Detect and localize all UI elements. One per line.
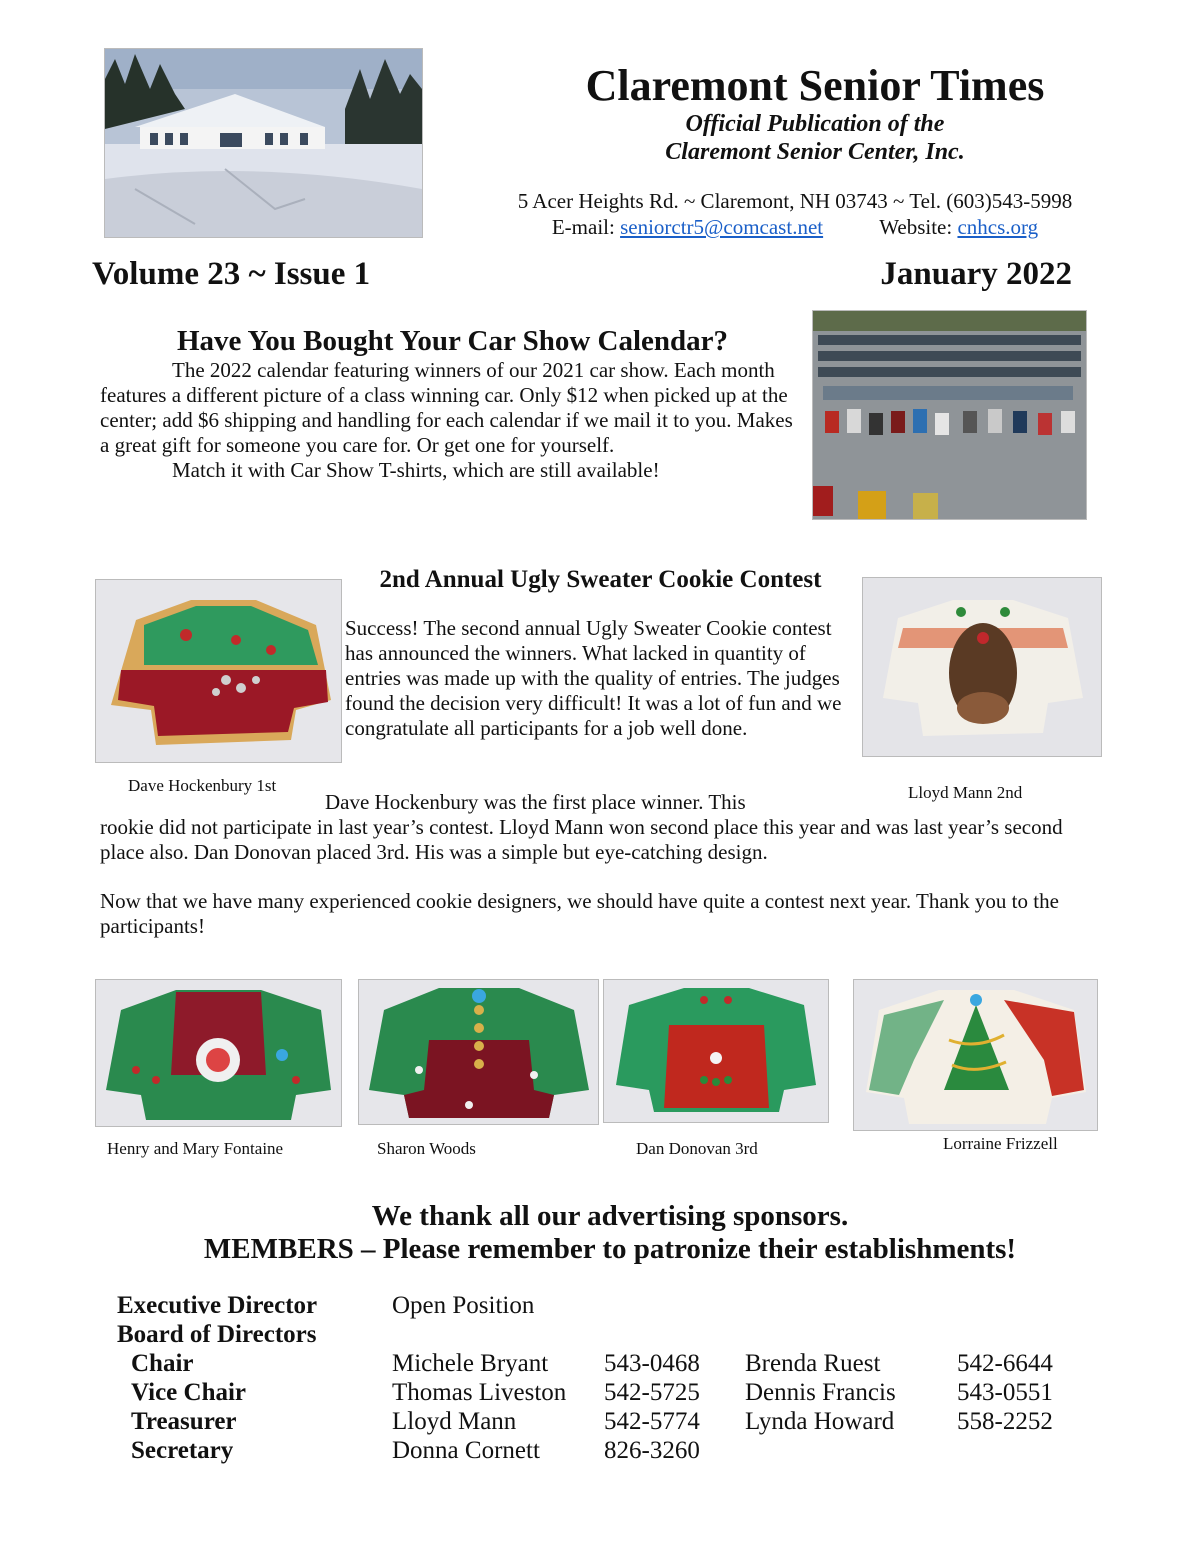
role-treasurer: Treasurer — [131, 1408, 237, 1435]
role-chair: Chair — [131, 1350, 194, 1377]
officer-phone: 826-3260 — [604, 1437, 700, 1464]
winners-paragraph-start: Dave Hockenbury was the first place winner. This — [325, 790, 746, 814]
email-label: E-mail: — [551, 215, 621, 239]
member-name: Dennis Francis — [745, 1379, 896, 1406]
contact-block — [470, 188, 1120, 240]
member-phone: 558-2252 — [957, 1408, 1053, 1435]
officer-phone: 542-5725 — [604, 1379, 700, 1406]
officer-name: Michele Bryant — [392, 1350, 549, 1377]
caption-frizzell: Lorraine Frizzell — [943, 1134, 1058, 1153]
winners-paragraph-rest: rookie did not participate in last year’s contest. Lloyd Mann won second place this year and was last year’s second place also. Dan Donovan placed 3rd. His was a simple but eye-catching design. — [100, 815, 1063, 864]
cookie-photo-first-place — [95, 579, 342, 763]
cookie-photo-fontaine — [95, 979, 342, 1127]
caption-woods: Sharon Woods — [377, 1139, 476, 1158]
winners-text — [100, 790, 1090, 963]
caption-donovan: Dan Donovan 3rd — [636, 1139, 758, 1158]
issue-date: January 2022 — [880, 256, 1072, 292]
car-show-photo — [812, 310, 1087, 520]
closing-paragraph: Now that we have many experienced cookie designers, we should have quite a contest next year. Thank you to the participants! — [100, 889, 1059, 938]
cookie-contest-intro: Success! The second annual Ugly Sweater Cookie contest has announced the winners. What lacked in quantity of entries was made up with the quality of entries. The judges found the decision very difficult! It was a lot of fun and we congratulate all participants for a job well done. — [345, 616, 842, 740]
sponsors-message — [100, 1200, 1120, 1266]
officer-phone: 542-5774 — [604, 1408, 700, 1435]
email-link[interactable]: seniorctr5@comcast.net — [620, 215, 824, 239]
officer-name: Donna Cornett — [392, 1437, 540, 1464]
cookie-photo-woods — [358, 979, 599, 1125]
caption-fontaine: Henry and Mary Fontaine — [107, 1139, 284, 1158]
officer-name: Thomas Liveston — [392, 1379, 567, 1406]
calendar-paragraph: The 2022 calendar featuring winners of our 2021 car show. Each month features a different picture of a class winning car. Only $12 when picked up at the center; add $6 shipping and handling for each calendar if we mail it to you. Makes a great gift for someone you care for. Or get one for yourself. — [100, 358, 793, 457]
patronize-message: MEMBERS – Please remember to patronize their establishments! — [203, 1233, 1017, 1265]
board-of-directors-label: Board of Directors — [117, 1321, 317, 1348]
member-name: Lynda Howard — [745, 1408, 895, 1435]
caption-second-place: Lloyd Mann 2nd — [908, 783, 1023, 802]
cookie-photo-donovan — [603, 979, 829, 1123]
cookie-contest-heading: 2nd Annual Ugly Sweater Cookie Contest — [379, 566, 822, 593]
volume-issue: Volume 23 ~ Issue 1 — [92, 256, 371, 292]
street-address: 5 Acer Heights Rd. ~ Claremont, NH 03743 ~ Tel. (603)543-5998 — [517, 189, 1073, 213]
role-secretary: Secretary — [131, 1437, 234, 1464]
website-link[interactable]: cnhcs.org — [957, 215, 1039, 239]
newsletter-subtitle: Official Publication of the Claremont Senior Center, Inc. — [665, 111, 965, 165]
member-phone: 543-0551 — [957, 1379, 1053, 1406]
executive-director-value: Open Position — [392, 1292, 535, 1319]
sponsors-thanks: We thank all our advertising sponsors. — [371, 1200, 849, 1232]
calendar-body — [100, 358, 800, 483]
officer-name: Lloyd Mann — [392, 1408, 517, 1435]
newsletter-title: Claremont Senior Times — [585, 61, 1045, 110]
member-name: Brenda Ruest — [745, 1350, 881, 1377]
calendar-heading: Have You Bought Your Car Show Calendar? — [176, 325, 729, 357]
caption-first-place: Dave Hockenbury 1st — [128, 776, 277, 795]
role-vice-chair: Vice Chair — [131, 1379, 247, 1406]
senior-center-photo — [104, 48, 423, 238]
officer-phone: 543-0468 — [604, 1350, 700, 1377]
cookie-photo-second-place — [862, 577, 1102, 757]
executive-director-label: Executive Director — [117, 1292, 318, 1319]
website-label: Website: — [879, 215, 958, 239]
member-phone: 542-6644 — [957, 1350, 1053, 1377]
calendar-tshirt-paragraph: Match it with Car Show T-shirts, which are still available! — [172, 458, 660, 482]
cookie-photo-frizzell — [853, 979, 1098, 1131]
